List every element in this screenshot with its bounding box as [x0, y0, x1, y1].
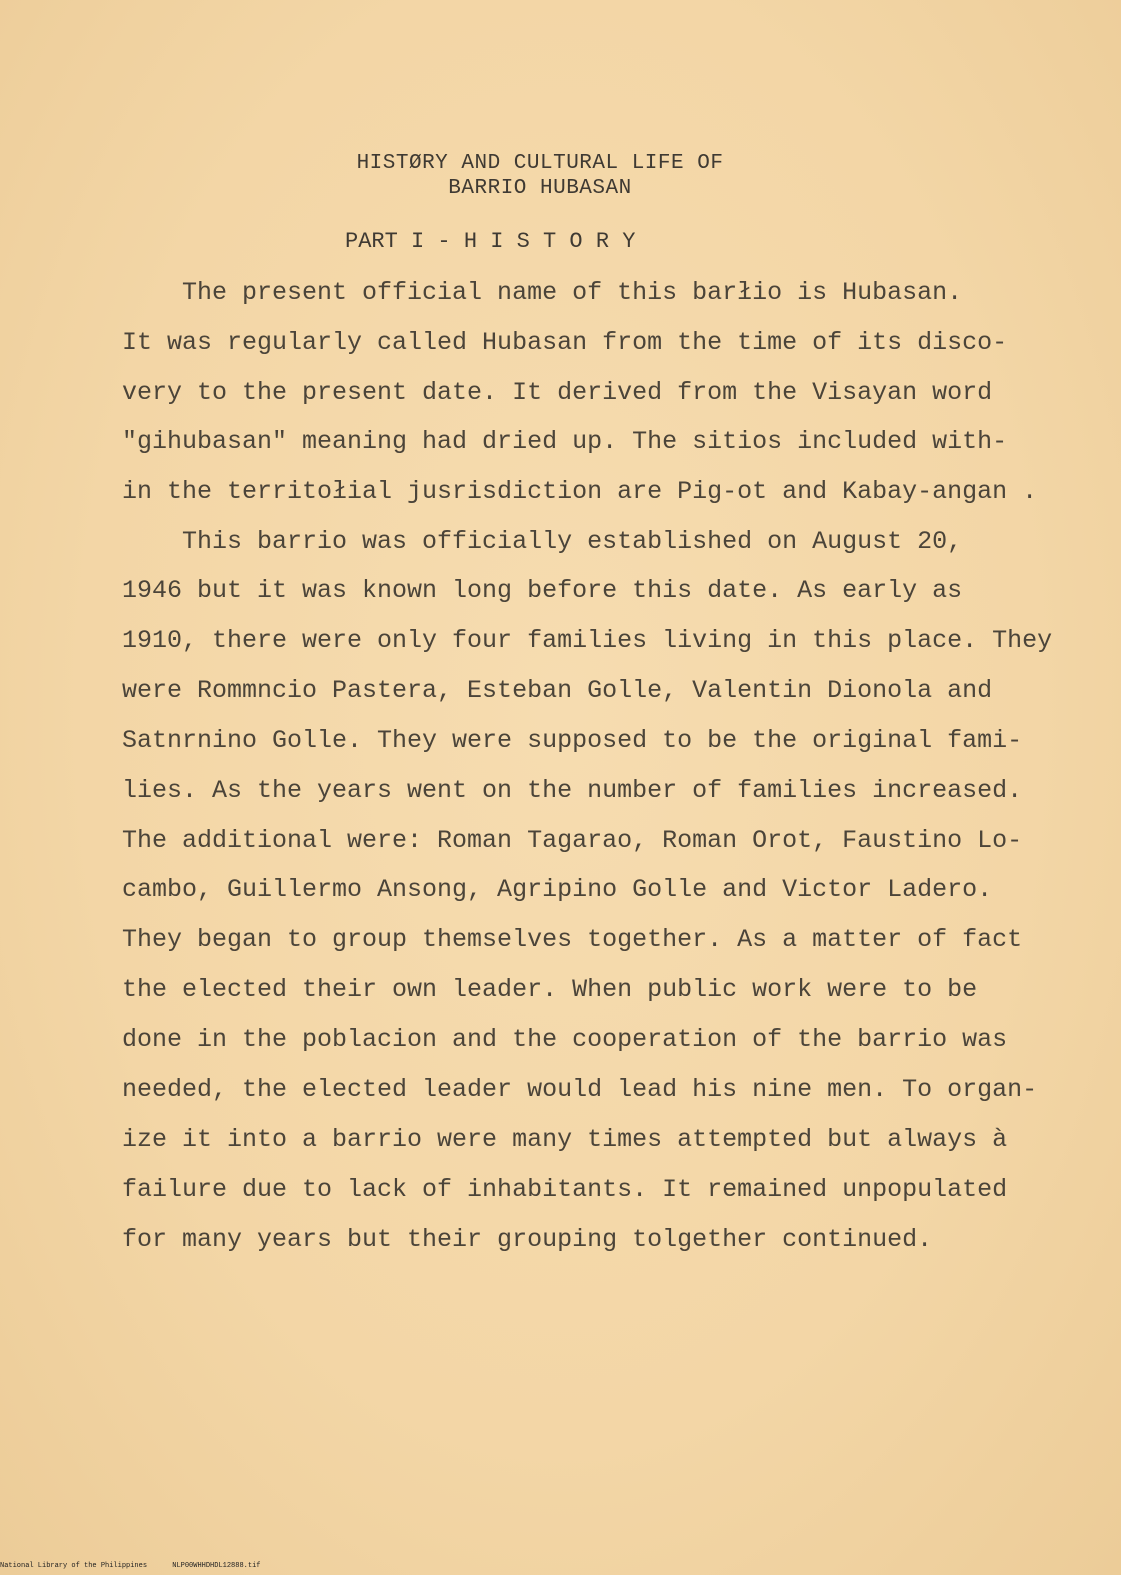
text-line: The present official name of this barłio is Hubasan. — [122, 278, 963, 307]
footer-file-id: NLP00WHHDHDL12888.tif — [172, 1562, 261, 1570]
text-line: in the territołial jusrisdiction are Pig-ot and Kabay-angan . — [122, 477, 1038, 506]
text-line: needed, the elected leader would lead his nine men. To organ- — [122, 1075, 1038, 1104]
scan-footer — [0, 1562, 260, 1570]
text-line: 1946 but it was known long before this date. As early as — [122, 576, 963, 605]
footer-library: National Library of the Philippines — [0, 1562, 148, 1570]
text-line: It was regularly called Hubasan from the time of its disco- — [122, 328, 1008, 357]
document-title-line-1: HISTØRY AND CULTURAL LIFE OF — [356, 152, 724, 175]
text-line: the elected their own leader. When public work were to be — [122, 975, 978, 1004]
text-line: very to the present date. It derived from the Visayan word — [122, 378, 993, 407]
text-line: for many years but their grouping tolgether continued. — [122, 1225, 933, 1254]
text-line: ize it into a barrio were many times attempted but always à — [122, 1125, 1008, 1154]
document-title-line-2: BARRIO HUBASAN — [448, 177, 632, 200]
text-line: were Rommncio Pastera, Esteban Golle, Valentin Dionola and — [122, 676, 993, 705]
text-line: lies. As the years went on the number of families increased. — [122, 776, 1023, 805]
text-line: 1910, there were only four families living in this place. They — [122, 626, 1053, 655]
text-line: The additional were: Roman Tagarao, Roman Orot, Faustino Lo- — [122, 826, 1023, 855]
text-line: Satnrnino Golle. They were supposed to be the original fami- — [122, 726, 1023, 755]
text-line: done in the poblacion and the cooperation of the barrio was — [122, 1025, 1008, 1054]
text-line: "gihubasan" meaning had dried up. The sitios included with- — [122, 427, 1008, 456]
part-heading: PART I - H I S T O R Y — [345, 229, 636, 254]
text-line: failure due to lack of inhabitants. It remained unpopulated — [122, 1175, 1008, 1204]
text-line: This barrio was officially established on August 20, — [122, 527, 963, 556]
text-line: They began to group themselves together. As a matter of fact — [122, 925, 1023, 954]
text-line: cambo, Guillermo Ansong, Agripino Golle and Victor Ladero. — [122, 875, 993, 904]
